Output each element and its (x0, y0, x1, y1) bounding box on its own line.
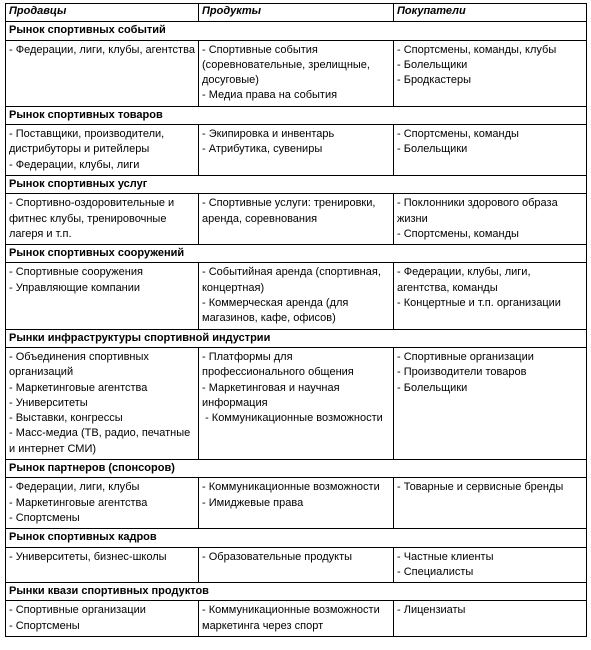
list-item: - Образовательные продукты (202, 550, 353, 563)
section-title: Рынок спортивных событий (6, 22, 587, 40)
products-cell (199, 40, 394, 106)
buyers-cell (394, 125, 587, 176)
products-cell (199, 347, 394, 459)
list-item: - Федерации, клубы, лиги, агентства, команды (397, 266, 534, 294)
list-item: - Спортивные услуги: тренировки, аренда, соревнования (202, 197, 379, 225)
section-content-row (6, 601, 587, 637)
list-item: - Частные клиенты (397, 550, 494, 563)
list-item: - Федерации, клубы, лиги (9, 158, 140, 171)
list-item: - Коммуникационные возможности (202, 412, 383, 425)
section-title: Рынки инфраструктуры спортивной индустрии (6, 329, 587, 347)
products-cell (199, 125, 394, 176)
buyers-cell (394, 347, 587, 459)
list-item: - Медиа права на события (202, 89, 338, 102)
section-title-row (6, 583, 587, 601)
section-content-row (6, 263, 587, 329)
section-content-row (6, 347, 587, 459)
list-item: - Спортивные сооружения (9, 266, 143, 279)
list-item: - Товарные и сервисные бренды (397, 481, 564, 494)
buyers-cell (394, 194, 587, 245)
sports-markets-table (5, 3, 587, 637)
list-item: - Федерации, лиги, клубы (9, 481, 140, 494)
list-item: - Коммерческая аренда (для магазинов, кафе, офисов) (202, 297, 352, 325)
section-content-row (6, 194, 587, 245)
section-title-row (6, 175, 587, 193)
list-item: - Университеты, бизнес-школы (9, 550, 167, 563)
list-item: - Болельщики (397, 143, 468, 156)
list-item: - Спортивные организации (397, 350, 534, 363)
list-item: - Университеты (9, 396, 88, 409)
list-item: - Спортивные организации (9, 604, 146, 617)
sellers-cell (6, 263, 199, 329)
list-item: - Спортсмены, команды (397, 128, 519, 141)
sellers-cell (6, 601, 199, 637)
section-title: Рынок спортивных кадров (6, 529, 587, 547)
list-item: - Поставщики, производители, дистрибуторы и ритейлеры (9, 128, 168, 156)
list-item: - Управляющие компании (9, 281, 141, 294)
sellers-cell (6, 194, 199, 245)
list-item: - Масс-медиа (ТВ, радио, печатные и интернет СМИ) (9, 427, 194, 455)
list-item: - Маркетинговые агентства (9, 381, 148, 394)
section-title-row (6, 460, 587, 478)
buyers-cell (394, 263, 587, 329)
list-item: - Спортивные события (соревновательные, зрелищные, досуговые) (202, 43, 374, 87)
products-cell (199, 194, 394, 245)
list-item: - Имиджевые права (202, 496, 304, 509)
list-item: - Болельщики (397, 58, 468, 71)
list-item: - Атрибутика, сувениры (202, 143, 323, 156)
section-title-row (6, 529, 587, 547)
sellers-cell (6, 125, 199, 176)
products-cell (199, 547, 394, 583)
list-item: - Выставки, конгрессы (9, 412, 123, 425)
list-item: - Спортсмены (9, 511, 80, 524)
section-title-row (6, 329, 587, 347)
buyers-cell (394, 478, 587, 529)
section-title: Рынок спортивных сооружений (6, 245, 587, 263)
list-item: - Коммуникационные возможности маркетинга через спорт (202, 604, 383, 632)
section-content-row (6, 547, 587, 583)
header-row (6, 4, 587, 22)
header-sellers: Продавцы (6, 4, 199, 22)
sellers-cell (6, 347, 199, 459)
buyers-cell (394, 40, 587, 106)
products-cell (199, 601, 394, 637)
list-item: - Коммуникационные возможности (202, 481, 380, 494)
list-item: - Бродкастеры (397, 74, 472, 87)
list-item: - Специалисты (397, 565, 474, 578)
products-cell (199, 478, 394, 529)
section-title: Рынок партнеров (спонсоров) (6, 460, 587, 478)
section-title: Рынок спортивных услуг (6, 175, 587, 193)
list-item: - Концертные и т.п. организации (397, 297, 561, 310)
sellers-cell (6, 478, 199, 529)
sellers-cell (6, 40, 199, 106)
products-cell (199, 263, 394, 329)
list-item: - Производители товаров (397, 366, 527, 379)
section-content-row (6, 40, 587, 106)
list-item: - Спортсмены, команды, клубы (397, 43, 557, 56)
list-item: - Болельщики (397, 381, 468, 394)
list-item: - Платформы для профессионального общения (202, 350, 354, 379)
section-title-row (6, 245, 587, 263)
list-item: - Спортсмены (9, 619, 80, 632)
markets-table-container (5, 3, 586, 637)
list-item: - Экипировка и инвентарь (202, 128, 335, 141)
list-item: - Маркетинговая и научная информация (202, 381, 343, 409)
section-title-row (6, 106, 587, 124)
header-buyers: Покупатели (394, 4, 587, 22)
buyers-cell (394, 601, 587, 637)
section-title: Рынки квази спортивных продуктов (6, 583, 587, 601)
section-content-row (6, 125, 587, 176)
section-content-row (6, 478, 587, 529)
list-item: - Событийная аренда (спортивная, концертная) (202, 266, 384, 294)
buyers-cell (394, 547, 587, 583)
list-item: - Спортивно-оздоровительные и фитнес клубы, тренировочные лагеря и т.п. (9, 197, 178, 240)
section-title: Рынок спортивных товаров (6, 106, 587, 124)
list-item: - Лицензиаты (397, 604, 466, 617)
list-item: - Поклонники здорового образа жизни (397, 197, 561, 225)
table-body (6, 22, 587, 637)
list-item: - Спортсмены, команды (397, 227, 519, 240)
list-item: - Объединения спортивных организаций (9, 350, 152, 379)
list-item: - Маркетинговые агентства (9, 496, 148, 509)
sellers-cell (6, 547, 199, 583)
section-title-row (6, 22, 587, 40)
header-products: Продукты (199, 4, 394, 22)
list-item: - Федерации, лиги, клубы, агентства (9, 43, 195, 56)
